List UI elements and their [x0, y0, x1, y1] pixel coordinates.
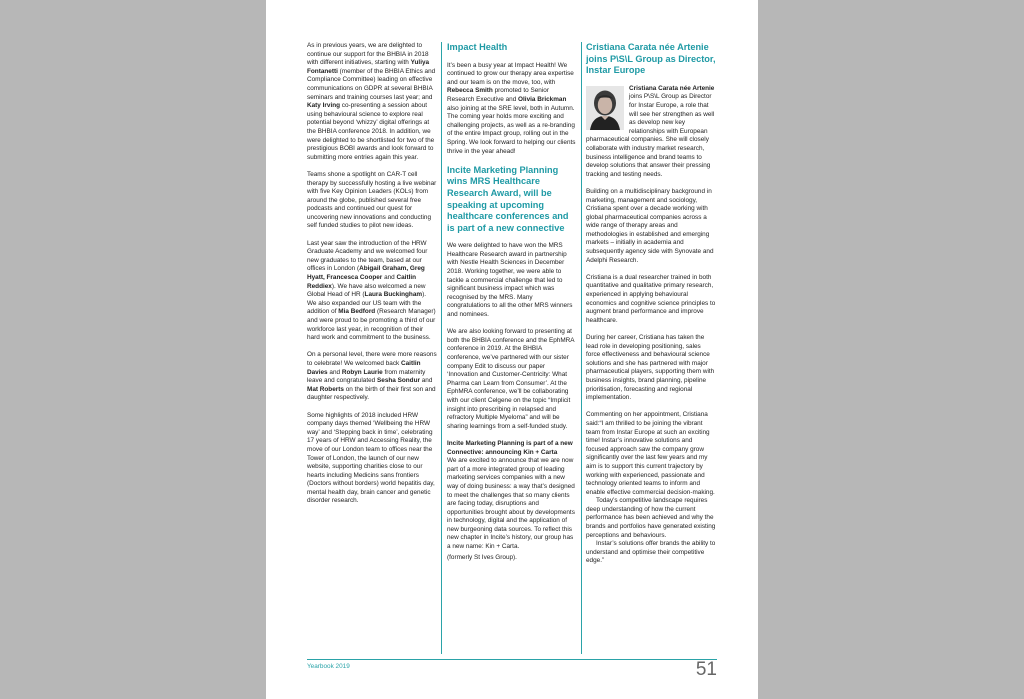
- paragraph: Cristiana is a dual researcher trained in both quantitative and qualitative primary research, experienced in applying behavioural economics and cognitive science principles to augment brand performance and improve healthcare.: [586, 273, 716, 324]
- paragraph: Cristiana Carata née Artenie joins P\S\L Group as Director for Instar Europe, a role that will see her strengthen as well as develop new key relationships with European pharmaceutical companies. She will closely collaborate with industry market research, business intelligence and brand teams to develop solutions that answer their pressing tracking and testing needs.: [586, 84, 715, 178]
- column-divider: [581, 42, 582, 654]
- column-middle: [447, 42, 576, 571]
- column-left: [307, 42, 437, 515]
- section-heading: Impact Health: [447, 42, 508, 52]
- portrait-photo: [586, 86, 624, 130]
- column-right: [586, 42, 716, 566]
- paragraph: We are also looking forward to presenting at both the BHBIA conference and the EphMRA conference in 2019. At the BHBIA conference, we’ve partnered with our sister company Edit to discuss our paper ‘Innovation and Customer-Centricity: What Pharma can Learn from Consumer’. At the EphMRA conference, we’ll be collaborating with our client Celgene on the topic “Implicit insight into prescribing in relapsed and refractory Multiple Myeloma” and will be sharing learnings from a self-funded study.: [447, 328, 575, 430]
- document-page: [266, 0, 758, 699]
- paragraph: On a personal level, there were more reasons to celebrate! We welcomed back Caitlin Davies and Robyn Laurie from maternity leave and congratulated Sesha Sondur and Mat Roberts on the birth of their first son and daughter respectively.: [307, 351, 437, 402]
- paragraph: As in previous years, we are delighted to continue our support for the BHBIA in 2018 with different initiatives, starting with Yuliya Fontanetti (member of the BHBIA Ethics and Compliance Committee) leading on effective communications on GDPR at several BHBIA seminars and training courses last year; and Katy Irving co-presenting a session about using behavioural science to explore real potential beyond ‘whizzy’ digital offerings at the BHBIA conference 2018. In addition, we were delighted to be shortlisted for two of the prestigious BOBI awards and look forward to submitting more entries again this year.: [307, 42, 436, 161]
- column-divider: [441, 42, 442, 654]
- section-heading: Incite Marketing Planning wins MRS Healthcare Research Award, will be speaking at upcoming healthcare conferences and is part of a new connective: [447, 164, 569, 233]
- sub-heading: Incite Marketing Planning is part of a new Connective: announcing Kin + Carta: [447, 439, 573, 456]
- paragraph: During her career, Cristiana has taken the lead role in developing positioning, sales force effectiveness and behavioural science solutions and she has partnered with major pharmaceutical players, supporting them with business insights, brand planning, pipeline prioritisation, forecasting and regional implementation.: [586, 334, 715, 402]
- paragraph: Last year saw the introduction of the HRW Graduate Academy and we welcomed four new graduates to the team, based at our offices in London (Abigail Graham, Greg Hyatt, Francesca Cooper and Caitlin Reddiex). We have also welcomed a new Global Head of HR (Laura Buckingham). We also expanded our US team with the addition of Mia Bedford (Research Manager) and were proud to be promoting a third of our workforce last year, in recognition of their hard work and commitment to the business.: [307, 239, 436, 342]
- paragraph: It’s been a busy year at Impact Health! We continued to grow our therapy area expertise and our team is on the move, too, with Rebecca Smith promoted to Senior Research Executive and Olivia Brickman also joining at the SRE level, both in Autumn. The coming year holds more exciting and challenging projects, as well as a re-branding of the entire Impact group, rolling out in the Spring. We look forward to helping our clients thrive in the year ahead!: [447, 61, 576, 155]
- paragraph: (formerly St Ives Group).: [447, 553, 517, 561]
- paragraph: We are excited to announce that we are now part of a more integrated group of leading marketing services companies with a new way of doing business: a way that’s designed to meet the challenges that so many clients are facing today, disruptions and opportunities brought about by developments in technology, digital and the application of new burgeoning data sources. To reflect this new chapter in Incite’s history, our group has a new name: Kin + Carta.: [447, 457, 575, 551]
- page-number: 51: [695, 659, 717, 680]
- paragraph: Today’s competitive landscape requires deep understanding of how the current performance has been achieved and why the brands and portfolios have generated existing perceptions and behaviours.: [586, 497, 716, 539]
- paragraph: Some highlights of 2018 included HRW company days themed ‘Wellbeing the HRW way’ and ‘Stepping back in time’, celebrating 17 years of HRW and Accessing Reality, the move of our London team to offices near the Tower of London, the launch of our new website, supporting charities close to our hearts including Medicins sans frontiers (Doctors without borders) world hepatitis day, mental health day, brain cancer and genetic disorder research.: [307, 411, 435, 505]
- paragraph: Building on a multidisciplinary background in marketing, management and sociology, Cristiana spent over a decade working with global pharmaceutical companies across a wide range of therapy areas and methodologies in established and emerging markets – initially in academia and subsequently agency side with Synovate and Adelphi Research.: [586, 187, 714, 264]
- paragraph: We were delighted to have won the MRS Healthcare Research award in partnership with Nestle Health Sciences in December 2018. Working together, we were able to tackle a commercial challenge that led to significant business impact which was recognised by the MRS. Many congratulations to all the other MRS winners and nominees.: [447, 242, 573, 319]
- footer-rule: [307, 659, 717, 660]
- paragraph: Commenting on her appointment, Cristiana said:“I am thrilled to be joining the vibrant team from Instar Europe at such an exciting time! Instar’s innovative solutions and focused approach saw the company grow significantly over the last few years and my aim is to support this current trajectory by working with experienced, passionate and technology oriented teams to inform and enable effective commercial decision-making.: [586, 411, 715, 496]
- footer-label: Yearbook 2019: [307, 663, 350, 670]
- paragraph: Teams shone a spotlight on CAR-T cell therapy by successfully hosting a live webinar with five Key Opinion Leaders (KOLs) from around the globe, published several free podcasts and continued our quest for uncovering new innovations and conducting self funded studies to pilot new ideas.: [307, 170, 437, 230]
- section-heading: Cristiana Carata née Artenie joins P\S\L Group as Director, Instar Europe: [586, 42, 716, 76]
- paragraph: Instar’s solutions offer brands the ability to understand and optimise their competitive edge.”: [586, 540, 716, 565]
